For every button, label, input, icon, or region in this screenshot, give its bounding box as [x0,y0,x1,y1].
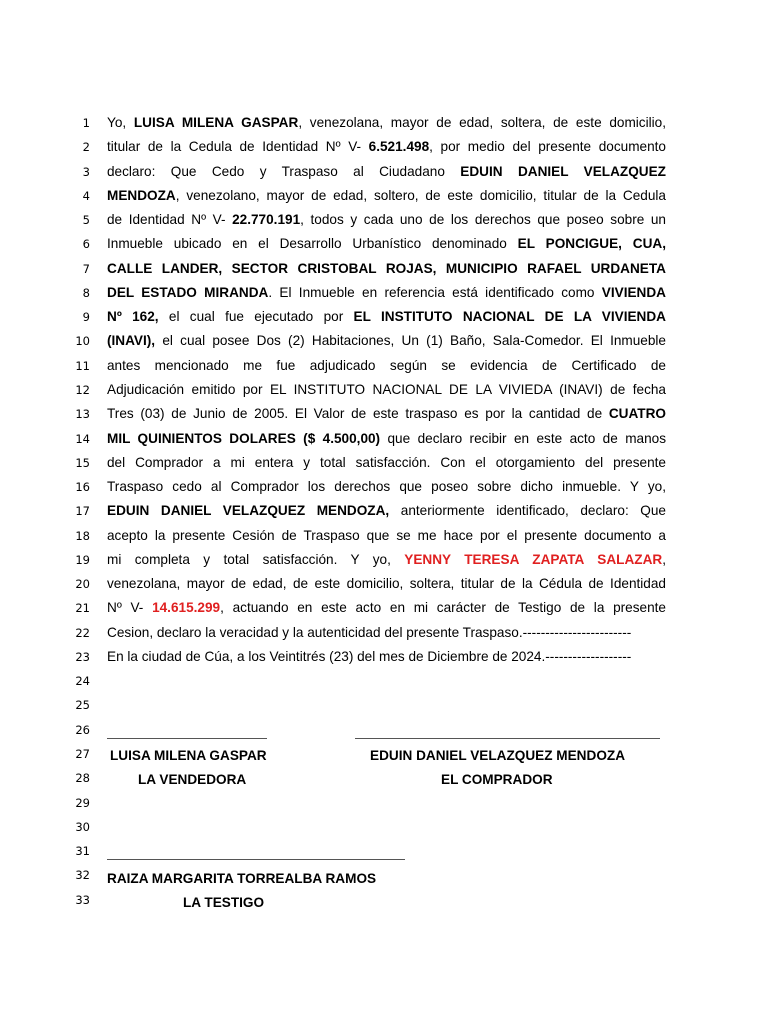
bold-text: EDUIN DANIEL VELAZQUEZ MENDOZA, [107,503,390,519]
line-number: 14 [75,431,90,446]
line-number: 10 [75,334,90,349]
text-segment: del Comprador a mi entera y total satisfacción. Con el otorgamiento del presente [107,454,666,470]
line-number: 7 [82,261,90,276]
text-line [107,188,666,204]
line-number: 1 [82,116,90,130]
text-line [107,406,666,422]
seller-signature-line [107,738,267,739]
text-segment: de Identidad Nº V- [107,212,233,228]
text-line [107,431,666,447]
bold-text: CUATRO [608,406,666,422]
text-line [107,358,666,374]
text-segment: , [662,551,666,567]
text-line [107,236,666,252]
bold-text: DEL ESTADO MIRANDA [107,284,269,300]
text-line [107,600,666,616]
text-line [107,285,666,301]
highlighted-text: 14.615.299 [152,600,221,616]
line-number: 33 [75,892,90,907]
text-segment: , venezolana, mayor de edad, soltera, de este domicilio, [298,115,666,130]
text-line [107,261,666,277]
bold-text: MENDOZA [107,187,176,203]
text-segment: que declaro recibir en este acto de manos [380,430,666,446]
text-line [107,455,666,471]
line-number: 12 [75,382,90,397]
text-line [107,115,666,131]
text-segment: antes mencionado me fue adjudicado según se evidencia de Certificado de [107,357,666,373]
text-segment: Cesion, declaro la veracidad y la autenticidad del presente Traspaso.------------------------ [107,624,632,640]
line-number: 17 [75,504,90,519]
line-number: 2 [82,140,90,155]
seller-role: LA VENDEDORA [138,772,247,787]
line-number: 5 [82,213,90,228]
text-segment: venezolana, mayor de edad, de este domicilio, soltera, titular de la Cédula de Identidad [107,576,666,592]
bold-text: LUISA MILENA GASPAR [133,115,299,130]
witness-role: LA TESTIGO [183,895,265,910]
text-segment: Inmueble ubicado en el Desarrollo Urbanístico denominado [107,236,518,252]
bold-text: 22.770.191 [232,212,301,228]
bold-text: Nº 162, [107,309,159,325]
seller-name: LUISA MILENA GASPAR [110,748,267,763]
buyer-signature-line [355,738,660,739]
text-segment: declaro: Que Cedo y Traspaso al Ciudadano [107,163,461,179]
text-segment: En la ciudad de Cúa, a los Veintitrés (23) del mes de Diciembre de 2024.------------------- [107,648,632,664]
line-number: 16 [75,480,90,495]
line-number: 8 [82,285,90,300]
text-line [107,333,666,349]
line-number: 25 [75,698,90,713]
text-segment: , por medio del presente documento [429,139,666,155]
text-segment: . El Inmueble en referencia está identificado como [268,284,602,300]
line-number: 30 [75,819,90,834]
text-line [107,552,666,568]
line-number: 24 [75,674,90,689]
line-number: 29 [75,795,90,810]
text-line [107,649,666,665]
text-segment: mi completa y total satisfacción. Y yo, [107,551,405,567]
text-line [107,576,666,592]
buyer-name: EDUIN DANIEL VELAZQUEZ MENDOZA [370,748,626,763]
witness-name: RAIZA MARGARITA TORREALBA RAMOS [107,871,377,886]
highlighted-text: YENNY TERESA ZAPATA SALAZAR [404,551,663,567]
text-segment: acepto la presente Cesión de Traspaso que se me hace por el presente documento a [107,527,666,543]
bold-text: (INAVI), [107,333,156,349]
line-number: 32 [75,868,90,883]
line-number: 18 [75,528,90,543]
bold-text: EL PONCIGUE, CUA, [517,236,666,252]
text-line [107,479,666,495]
text-segment: anteriormente identificado, declaro: Que [389,503,666,519]
text-segment: el cual fue ejecutado por [158,309,354,325]
bold-text: EDUIN DANIEL VELAZQUEZ [460,163,666,179]
line-number: 11 [75,358,90,373]
text-segment: , actuando en este acto en mi carácter de Testigo de la presente [220,600,666,616]
line-number: 6 [82,237,90,252]
line-number: 28 [75,771,90,786]
line-number: 9 [82,310,90,325]
text-segment: Adjudicación emitido por EL INSTITUTO NACIONAL DE LA VIVIEDA (INAVI) de fecha [107,381,666,397]
line-number: 21 [75,601,90,616]
text-line [107,382,666,398]
line-number: 3 [82,164,90,179]
line-number: 23 [75,649,90,664]
text-segment: el cual posee Dos (2) Habitaciones, Un (1) Baño, Sala-Comedor. El Inmueble [155,333,666,349]
text-segment: titular de la Cedula de Identidad Nº V- [107,139,369,155]
text-segment: , todos y cada uno de los derechos que poseo sobre un [300,212,666,228]
witness-signature-line [107,859,405,860]
line-number: 19 [75,552,90,567]
bold-text: CALLE LANDER, SECTOR CRISTOBAL ROJAS, MUNICIPIO RAFAEL URDANETA [107,260,666,276]
line-number: 20 [75,577,90,592]
text-segment: Yo, [107,115,134,130]
text-line [107,528,666,544]
line-number: 31 [75,844,90,859]
bold-text: 6.521.498 [368,139,430,155]
bold-text: MIL QUINIENTOS DOLARES ($ 4.500,00) [107,430,381,446]
text-line [107,625,666,641]
line-number: 27 [75,747,90,762]
bold-text: VIVIENDA [601,284,666,300]
text-segment: Traspaso cedo al Comprador los derechos que poseo sobre dicho inmueble. Y yo, [107,479,666,495]
text-segment: Nº V- [107,600,153,616]
text-segment: , venezolano, mayor de edad, soltero, de este domicilio, titular de la Cedula [175,187,666,203]
text-line [107,503,666,519]
text-line [107,164,666,180]
text-line [107,309,666,325]
text-segment: Tres (03) de Junio de 2005. El Valor de este traspaso es por la cantidad de [107,406,609,422]
text-line [107,139,666,155]
line-number: 13 [75,407,90,422]
text-line [107,212,666,228]
line-number: 22 [75,625,90,640]
bold-text: EL INSTITUTO NACIONAL DE LA VIVIENDA [353,309,666,325]
line-number: 15 [75,455,90,470]
line-number: 26 [75,722,90,737]
line-number: 4 [82,188,90,203]
buyer-role: EL COMPRADOR [441,772,553,787]
